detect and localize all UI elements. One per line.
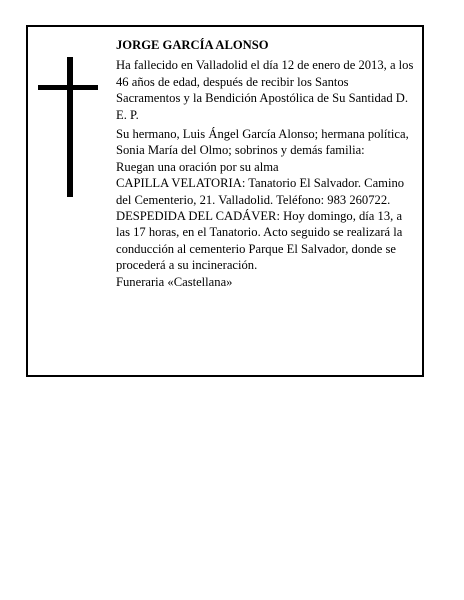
obituary-notice-frame bbox=[26, 25, 424, 377]
cross-icon-crossbar bbox=[38, 85, 98, 90]
death-statement: Ha fallecido en Valladolid el día 12 de enero de 2013, a los 46 años de edad, después de recibir los Santos Sacramentos y la Bendición Apostólica de Su Santidad D. E. P. bbox=[116, 58, 414, 122]
obituary-text bbox=[116, 37, 416, 290]
farewell-info: DESPEDIDA DEL CADÁVER: Hoy domingo, día 13, a las 17 horas, en el Tanatorio. Acto seguido se realizará la conducción al cementerio Parque El Salvador, donde se procederá a su incineración. bbox=[116, 209, 403, 273]
deceased-name: JORGE GARCÍA ALONSO bbox=[116, 38, 269, 52]
prayer-request: Ruegan una oración por su alma bbox=[116, 159, 279, 174]
funeral-home: Funeraria «Castellana» bbox=[116, 274, 233, 289]
cross-icon bbox=[67, 57, 73, 197]
family-members: Su hermano, Luis Ángel García Alonso; hermana política, Sonia María del Olmo; sobrinos y demás familia: bbox=[116, 127, 409, 158]
chapel-info: CAPILLA VELATORIA: Tanatorio El Salvador. Camino del Cementerio, 21. Valladolid. Teléfono: 983 260722. bbox=[116, 176, 405, 207]
